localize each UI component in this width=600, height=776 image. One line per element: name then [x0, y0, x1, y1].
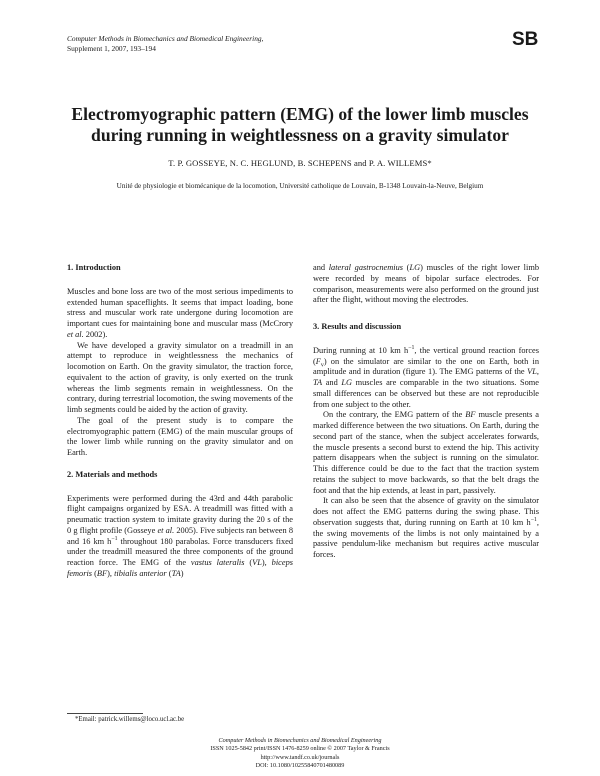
intro-paragraph-2: We have developed a gravity simulator on a treadmill in an attempt to reproduce in weightlessness the mechanics of locomotion on Earth. On the gravity simulator, the traction force, equivalent to the action of gravity, is only exerted on the trunk whereas the limb segments remain in weightlessness. On the contrary, during terrestrial locomotion, the swing movements of the limb segments could be aided by the action of gravity.: [67, 340, 293, 414]
methods-paragraph-1: Experiments were performed during the 43rd and 44th parabolic flight campaigns organized by ESA. A treadmill was fitted with a pneumatic traction system to imitate gravity during the 20 s of the 0 g flight profile (Gosseye et al. 2005). Five subjects ran between 8 and 16 km $h^{-1}$ throughout 180 parabolas. Force transducers fixed under the treadmill measured the three components of the ground reaction force. The EMG of the vastus lateralis (VL), biceps femoris (BF), tibialis anterior (TA): [67, 493, 294, 578]
left-column: [67, 263, 293, 580]
right-column: [313, 263, 539, 561]
journal-name: Computer Methods in Biomechanics and Biomedical Engineering,: [67, 34, 264, 43]
title-line-2: during running in weightlessness on a gravity simulator: [91, 125, 509, 145]
footer-url[interactable]: http://www.tandf.co.uk/journals: [260, 753, 340, 761]
running-header: [67, 34, 263, 53]
section-heading-results: 3. Results and discussion: [313, 322, 402, 331]
page-footer: [100, 737, 500, 770]
intro-paragraph-1: Muscles and bone loss are two of the most serious impediments to extended human spaceflights. It seems that impact loading, bone stress and muscular work rate undergone during locomotion are important cues for maintaining bone and muscular mass (McCrory et al. 2002).: [67, 286, 293, 339]
article-title: [60, 104, 540, 146]
footer-issn: ISSN 1025-5842 print/ISSN 1476-8259 online © 2007 Taylor & Francis: [210, 745, 390, 753]
affiliation: Unité de physiologie et biomécanique de la locomotion, Université catholique de Louvain, B-1348 Louvain-la-Neuve, Belgium: [116, 182, 484, 190]
corresponding-email-footnote: *Email: patrick.willems@loco.ucl.ac.be: [75, 716, 185, 723]
methods-paragraph-1-continued: and lateral gastrocnemius (LG) muscles of the right lower limb were recorded by means of bipolar surface electrodes. For comparison, measurements were also performed on the ground just after the flight, without moving the electrodes.: [313, 263, 539, 305]
footnote-rule: [67, 713, 143, 714]
results-paragraph-1: During running at 10 km $h^{-1}$, the vertical ground reaction forces $(F_v)$ on the simulator are similar to the one on Earth, both in amplitude and in duration (figure 1). The EMG patterns of the VL, TA and LG muscles are comparable in the two situations. Some small differences can be observed but these are not reproducible from one subject to the other.: [313, 344, 539, 409]
intro-paragraph-3: The goal of the present study is to compare the electromyographic pattern (EMG) of the main muscular groups of the lower limb while running on the gravity simulator and on Earth.: [67, 415, 293, 457]
results-paragraph-2: On the contrary, the EMG pattern of the BF muscle presents a marked difference between the two situations. On Earth, during the second part of the stance, when the subject accelerates forwards, the muscle presents a second burst to extend the hip. This activity pattern disappears when the subject is running on the simulator. This difference could be due to the fact that the traction system retains the subject to move backwards, so that the belt drags the foot and that the hip extends, at least in part, passively.: [313, 410, 539, 495]
issue-info: Supplement 1, 2007, 193–194: [67, 43, 156, 53]
section-heading-introduction: 1. Introduction: [67, 263, 121, 272]
footer-doi: DOI: 10.1080/10255840701480089: [255, 761, 345, 769]
title-line-1: Electromyographic pattern (EMG) of the lower limb muscles: [71, 104, 529, 124]
section-heading-methods: 2. Materials and methods: [67, 469, 158, 479]
publisher-logo: [512, 28, 542, 48]
authors: T. P. GOSSEYE, N. C. HEGLUND, B. SCHEPENS and P. A. WILLEMS*: [168, 158, 432, 168]
publisher-logo-text: SB: [512, 29, 539, 48]
results-paragraph-3: It can also be seen that the absence of gravity on the simulator does not affect the EMG patterns during the swing phase. This observation suggests that, during running on Earth at 10 km $h^{-1}$, the swing movements of the limbs is not only maintained by a passive pendulum-like mechanism but requires active muscular forces.: [313, 496, 539, 559]
footer-journal: Computer Methods in Biomechanics and Biomedical Engineering: [218, 737, 382, 744]
